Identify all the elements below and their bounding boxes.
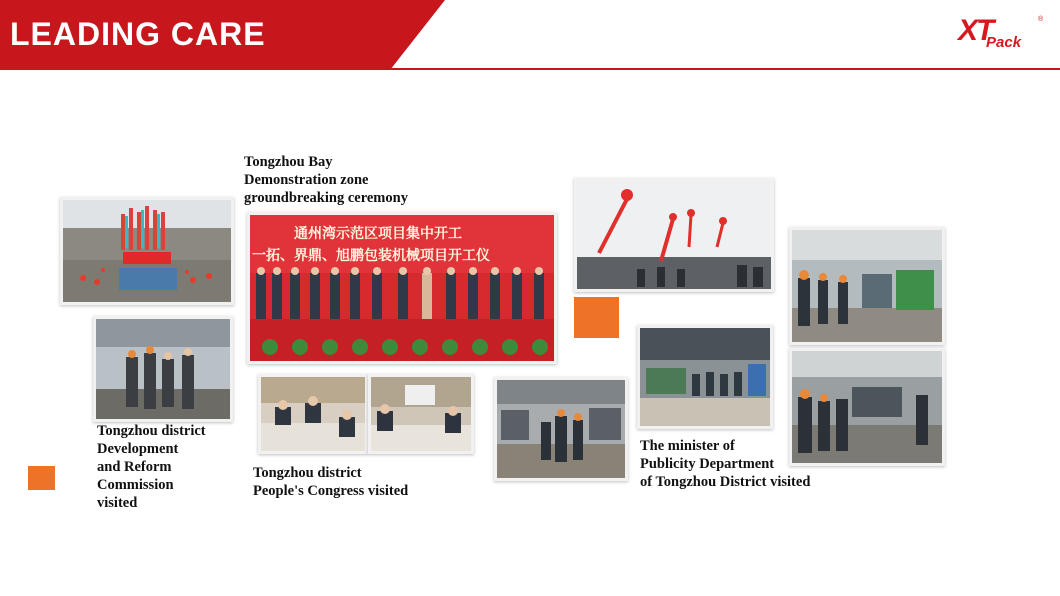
logo-mark: XT [958, 14, 993, 47]
accent-square-left [28, 466, 55, 490]
photo-baler-line [789, 227, 945, 345]
photo-groundbreaking-site [60, 197, 234, 305]
photo-peoples-congress-2 [368, 374, 474, 454]
page-title: LEADING CARE [10, 16, 266, 52]
caption-peoples-congress: Tongzhou district People's Congress visited [253, 465, 409, 499]
logo-registered: ® [1038, 16, 1044, 23]
accent-square-middle [574, 297, 619, 338]
caption-publicity-minister: The minister of Publicity Department of Tongzhou District visited [640, 438, 811, 490]
banner-line-2: 一拓、界鼎、旭鹏包装机械项目开工仪 [252, 248, 490, 264]
banner-line-1: 通州湾示范区项目集中开工 [294, 226, 462, 242]
photo-peoples-congress-1 [258, 374, 368, 454]
caption-groundbreaking: Tongzhou Bay Demonstration zone groundbreaking ceremony [244, 154, 408, 206]
photo-development-reform-visit [93, 316, 233, 422]
photo-factory-hall [637, 325, 773, 429]
photo-workshop-floor [789, 348, 945, 466]
photo-workshop-visit [494, 377, 628, 481]
photo-balloons-ceremony [574, 178, 774, 292]
photo-groundbreaking-stage [247, 212, 557, 364]
xtpack-logo [958, 14, 1044, 58]
caption-development-reform: Tongzhou district Development and Reform Commission visited [97, 423, 206, 511]
logo-sub: Pack [986, 34, 1022, 51]
